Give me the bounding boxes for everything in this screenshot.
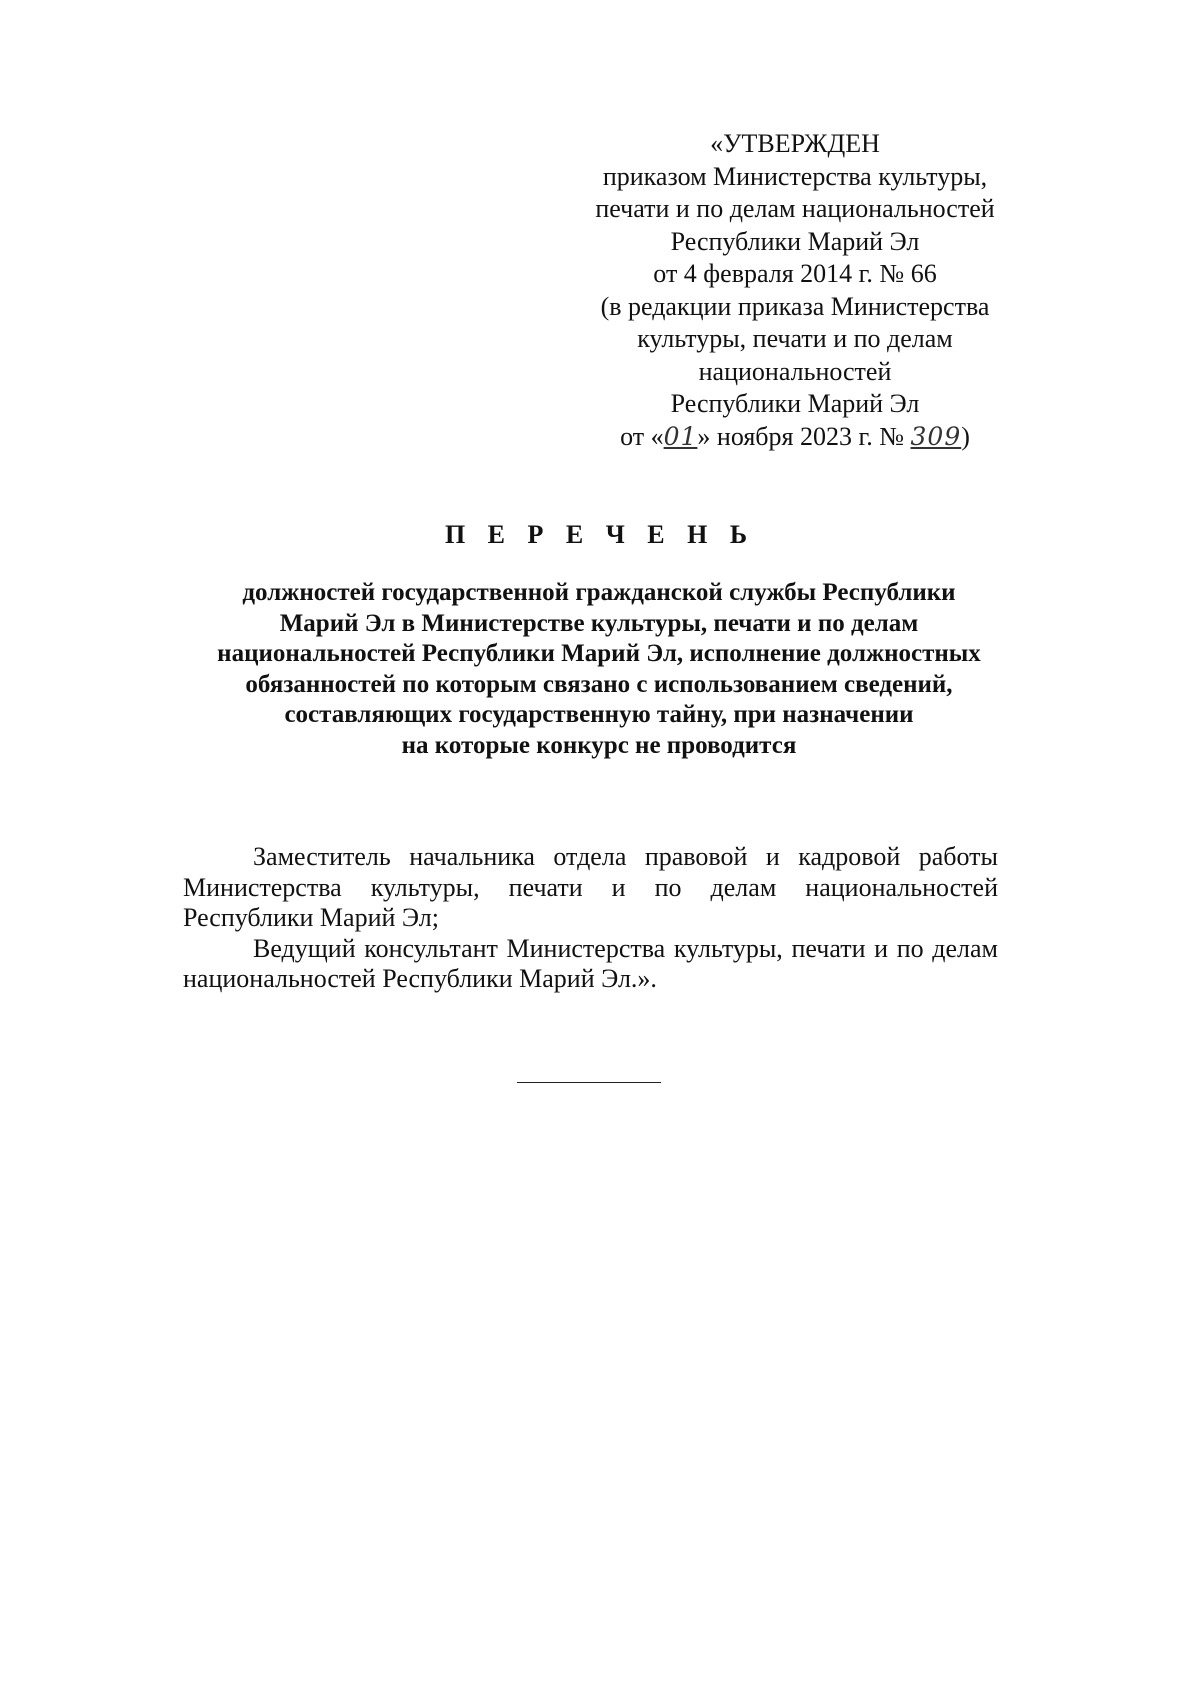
approval-stamp-block	[590, 128, 1000, 453]
approval-line: Республики Марий Эл	[670, 226, 920, 256]
handwritten-order-number: 309	[910, 421, 962, 451]
date-suffix: )	[961, 421, 970, 451]
subtitle-line: национальностей Республики Марий Эл, исполнение должностных	[217, 640, 981, 667]
approval-line: национальностей	[698, 356, 892, 386]
document-title: П Е Р Е Ч Е Н Ь	[444, 520, 756, 549]
approval-line: «УТВЕРЖДЕН	[710, 129, 880, 158]
document-subtitle	[180, 578, 1018, 761]
handwritten-day: 01	[663, 421, 698, 451]
amendment-date-line	[590, 421, 1000, 454]
position-item: Заместитель начальника отдела правовой и кадровой работы Министерства культуры, печати и по делам национальностей Республики Марий Эл;	[183, 842, 998, 932]
approval-line: печати и по делам национальностей	[595, 194, 995, 223]
positions-list	[183, 842, 998, 995]
approval-line: (в редакции приказа Министерства	[600, 291, 990, 321]
subtitle-line: Марий Эл в Министерстве культуры, печати и по делам	[279, 609, 919, 637]
approval-line: культуры, печати и по делам	[637, 324, 953, 353]
subtitle-line: на которые конкурс не проводится	[401, 731, 797, 759]
subtitle-line: составляющих государственную тайну, при назначении	[284, 701, 914, 728]
position-item: Ведущий консультант Министерства культуры, печати и по делам национальностей Республики Марий Эл.».	[183, 933, 998, 993]
subtitle-line: должностей государственной гражданской службы Республики	[242, 579, 956, 606]
approval-line: Республики Марий Эл	[670, 389, 920, 418]
approval-line: от 4 февраля 2014 г. № 66	[653, 259, 937, 288]
date-prefix: от «	[620, 421, 664, 451]
end-separator-line	[517, 1082, 661, 1083]
subtitle-line: обязанностей по которым связано с использованием сведений,	[245, 670, 953, 698]
approval-line: приказом Министерства культуры,	[602, 161, 988, 191]
date-middle: » ноября 2023 г. №	[697, 421, 905, 451]
